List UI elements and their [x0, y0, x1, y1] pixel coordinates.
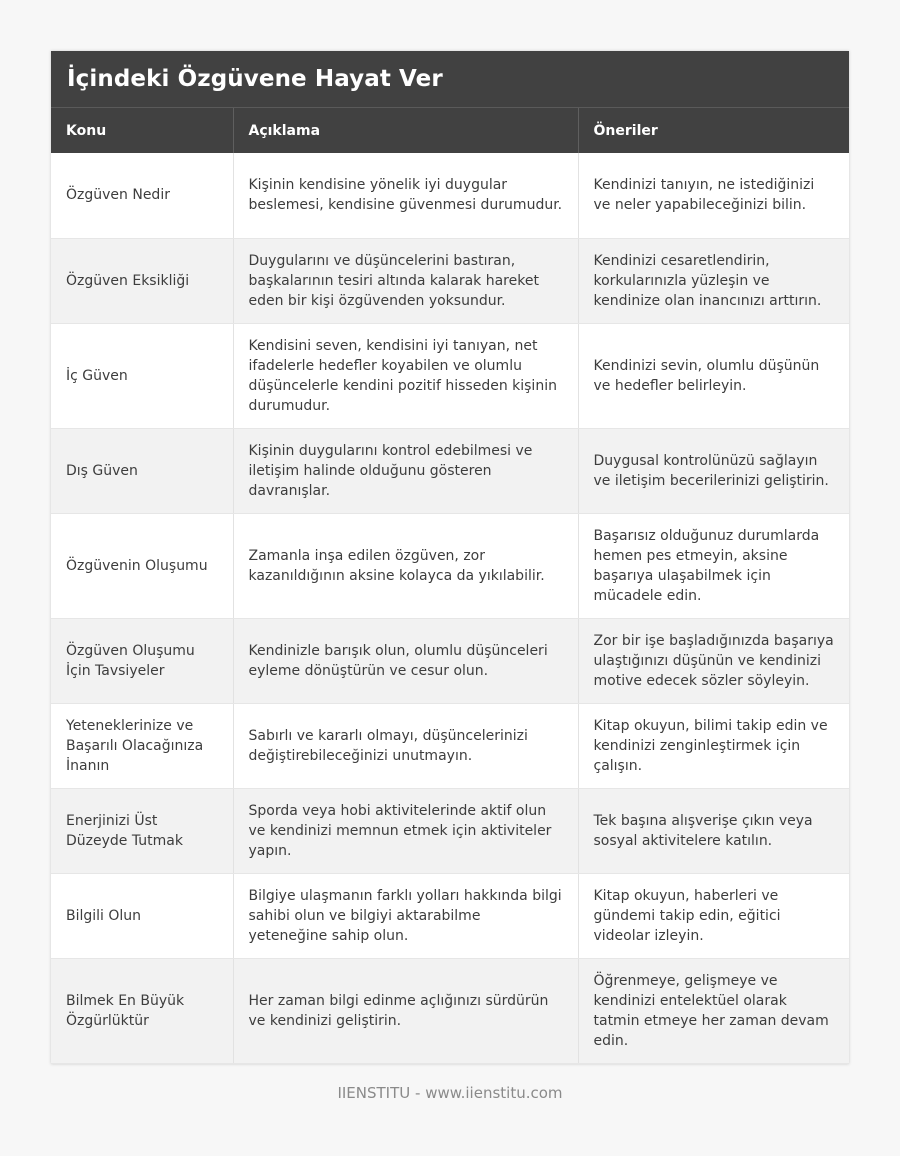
page-title: İçindeki Özgüvene Hayat Ver: [67, 66, 443, 92]
cell-aciklama: Kendinizle barışık olun, olumlu düşünceleri eyleme dönüştürün ve cesur olun.: [233, 618, 578, 703]
cell-oneriler: Duygusal kontrolünüzü sağlayın ve iletişim becerilerinizi geliştirin.: [578, 428, 849, 513]
header-konu: Konu: [51, 108, 233, 153]
cell-konu: Özgüven Eksikliği: [51, 238, 233, 323]
cell-oneriler: Başarısız olduğunuz durumlarda hemen pes etmeyin, aksine başarıya ulaşabilmek için mücadele edin.: [578, 513, 849, 618]
cell-oneriler: Kitap okuyun, bilimi takip edin ve kendinizi zenginleştirmek için çalışın.: [578, 703, 849, 788]
cell-konu: Dış Güven: [51, 428, 233, 513]
cell-aciklama: Bilgiye ulaşmanın farklı yolları hakkında bilgi sahibi olun ve bilgiyi aktarabilme yeteneğine sahip olun.: [233, 873, 578, 958]
table-row: [51, 323, 849, 428]
cell-konu: İç Güven: [51, 323, 233, 428]
cell-aciklama: Kendisini seven, kendisini iyi tanıyan, net ifadelerle hedefler koyabilen ve olumlu düşüncelerle kendini pozitif hisseden kişinin durumudur.: [233, 323, 578, 428]
cell-konu: Bilmek En Büyük Özgürlüktür: [51, 958, 233, 1063]
table-row: [51, 958, 849, 1063]
cell-aciklama: Sabırlı ve kararlı olmayı, düşüncelerinizi değiştirebileceğinizi unutmayın.: [233, 703, 578, 788]
cell-konu: Yeteneklerinize ve Başarılı Olacağınıza İnanın: [51, 703, 233, 788]
cell-aciklama: Zamanla inşa edilen özgüven, zor kazanıldığının aksine kolayca da yıkılabilir.: [233, 513, 578, 618]
header-aciklama: Açıklama: [233, 108, 578, 153]
table-row: [51, 703, 849, 788]
cell-konu: Özgüven Oluşumu İçin Tavsiyeler: [51, 618, 233, 703]
cell-konu: Enerjinizi Üst Düzeyde Tutmak: [51, 788, 233, 873]
header-oneriler: Öneriler: [578, 108, 849, 153]
title-bar: [51, 51, 849, 108]
cell-konu: Özgüven Nedir: [51, 153, 233, 238]
cell-aciklama: Duygularını ve düşüncelerini bastıran, başkalarının tesiri altında kalarak hareket eden bir kişi özgüvenden yoksundur.: [233, 238, 578, 323]
cell-aciklama: Kişinin duygularını kontrol edebilmesi ve iletişim halinde olduğunu gösteren davranışlar.: [233, 428, 578, 513]
table-header: [51, 108, 849, 153]
cell-aciklama: Kişinin kendisine yönelik iyi duygular beslemesi, kendisine güvenmesi durumudur.: [233, 153, 578, 238]
cell-oneriler: Öğrenmeye, gelişmeye ve kendinizi entelektüel olarak tatmin etmeye her zaman devam edin.: [578, 958, 849, 1063]
table-row: [51, 428, 849, 513]
footer-credit: IIENSTITU - www.iienstitu.com: [337, 1084, 563, 1102]
cell-oneriler: Kendinizi cesaretlendirin, korkularınızla yüzleşin ve kendinize olan inancınızı arttırın.: [578, 238, 849, 323]
cell-oneriler: Kitap okuyun, haberleri ve gündemi takip edin, eğitici videolar izleyin.: [578, 873, 849, 958]
cell-oneriler: Tek başına alışverişe çıkın veya sosyal aktivitelere katılın.: [578, 788, 849, 873]
table-row: [51, 513, 849, 618]
table-row: [51, 618, 849, 703]
table-row: [51, 238, 849, 323]
topics-table: [51, 108, 849, 1064]
table-row: [51, 788, 849, 873]
table-row: [51, 873, 849, 958]
cell-konu: Bilgili Olun: [51, 873, 233, 958]
table-card: [51, 51, 849, 1064]
table-body: [51, 153, 849, 1063]
cell-aciklama: Sporda veya hobi aktivitelerinde aktif olun ve kendinizi memnun etmek için aktiviteler yapın.: [233, 788, 578, 873]
cell-konu: Özgüvenin Oluşumu: [51, 513, 233, 618]
table-row: [51, 153, 849, 238]
cell-oneriler: Kendinizi sevin, olumlu düşünün ve hedefler belirleyin.: [578, 323, 849, 428]
cell-aciklama: Her zaman bilgi edinme açlığınızı sürdürün ve kendinizi geliştirin.: [233, 958, 578, 1063]
cell-oneriler: Kendinizi tanıyın, ne istediğinizi ve neler yapabileceğinizi bilin.: [578, 153, 849, 238]
cell-oneriler: Zor bir işe başladığınızda başarıya ulaştığınızı düşünün ve kendinizi motive edecek sözler söyleyin.: [578, 618, 849, 703]
